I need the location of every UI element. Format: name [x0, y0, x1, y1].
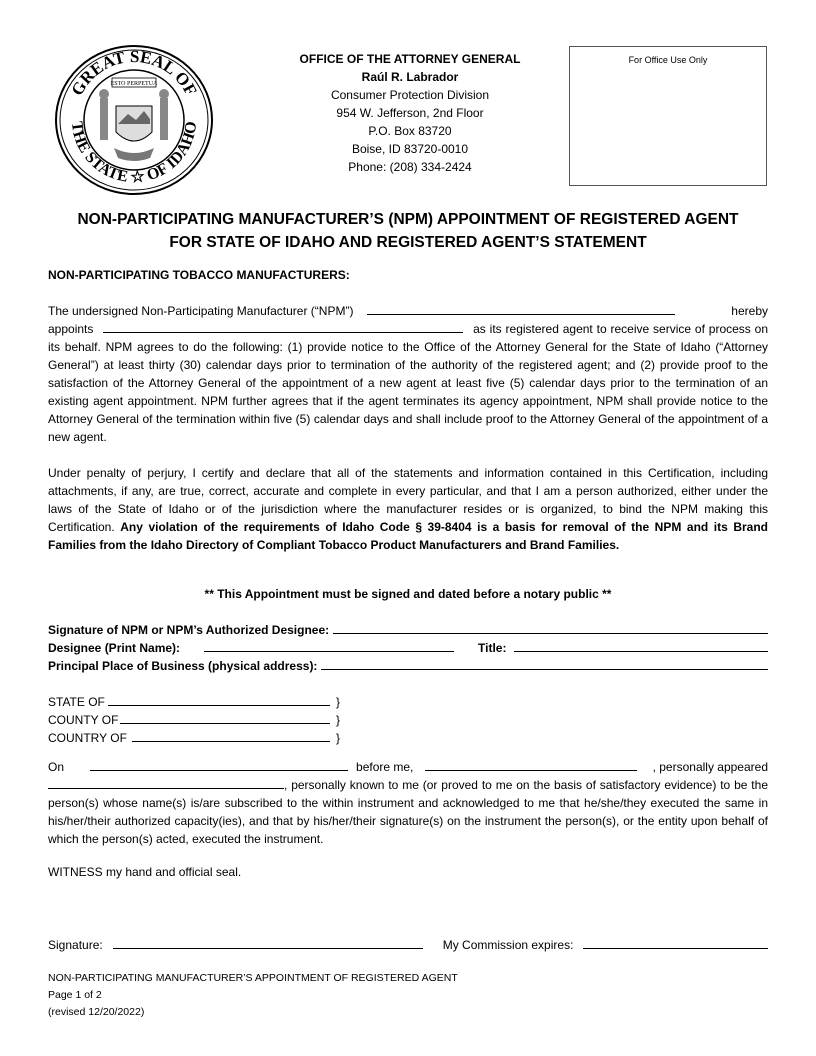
venue-block [48, 693, 768, 747]
registered-agent-field[interactable] [103, 320, 463, 333]
svg-text:THE STATE ☆ OF IDAHO: THE STATE ☆ OF IDAHO [67, 120, 201, 187]
county-of-label: COUNTY OF [48, 713, 119, 727]
signature-block [48, 621, 768, 675]
certification-paragraph [48, 464, 768, 554]
svg-text:GREAT SEAL OF: GREAT SEAL OF [67, 46, 201, 99]
designee-label: Designee (Print Name): [48, 641, 181, 655]
notary-signature-row [48, 936, 768, 954]
state-of-label: STATE OF [48, 695, 105, 709]
appearing-person-field[interactable] [48, 776, 284, 789]
phone: Phone: (208) 334-2424 [348, 160, 472, 174]
commission-label: My Commission expires: [442, 938, 574, 952]
ack-body: , personally known to me (or proved to me on the basis of satisfactory evidence) to be the person(s) whose name(s) is/are subscribed to the within instrument and acknowledged to me that he/she/they executed the same in his/her/their authorized capacity(ies), and that by his/her/their signature(s) on the instrument the person(s), or the entity upon behalf of which the person(s) acted, executed the instrument. [48, 778, 768, 846]
commission-expires-field[interactable] [583, 936, 768, 949]
title-field[interactable] [514, 639, 768, 652]
para2-warning: Any violation of the requirements of Idaho Code § 39-8404 is a basis for removal of the NPM and its Brand Families from the Idaho Directory of Compliant Tobacco Product Manufacturers and Brand Families. [48, 520, 768, 552]
footer-form-name: NON-PARTICIPATING MANUFACTURER’S APPOINTMENT OF REGISTERED AGENT [48, 972, 458, 984]
brace: } [336, 713, 341, 727]
state-field[interactable] [108, 693, 330, 706]
division: Consumer Protection Division [330, 88, 490, 102]
footer-revision-date: (revised 12/20/2022) [48, 1006, 145, 1018]
country-of-label: COUNTRY OF [48, 731, 127, 745]
npm-signature-field[interactable] [333, 621, 768, 634]
appointment-paragraph [48, 302, 768, 446]
para1-body: as its registered agent to receive service of process on its behalf. NPM agrees to do the following: (1) provide notice to the Office of the Attorney General for the State of Idaho (“Attorney General”) at least thirty (30) calendar days prior to termination of the authority of the registered agent; and (2) provide proof to the satisfaction of the Attorney General of the appointment of a new agent at least five (5) calendar days prior to the termination of an existing agent appointment. NPM further agrees that if the agent terminates its agency appointment, NPM shall provide notice to the Attorney General of the termination within five (5) calendar days and shall include proof to the Attorney General of the appointment of a new agent. [48, 322, 768, 444]
footer-page-number: Page 1 of 2 [48, 989, 102, 1001]
title-line-2: FOR STATE OF IDAHO AND REGISTERED AGENT’S STATEMENT [169, 234, 647, 251]
title-line-1: NON-PARTICIPATING MANUFACTURER’S (NPM) APPOINTMENT OF REGISTERED AGENT [77, 211, 739, 228]
para1-text: The undersigned Non-Participating Manufacturer (“NPM”) [48, 304, 354, 318]
po-box: P.O. Box 83720 [368, 124, 452, 138]
ack-on: On [48, 760, 65, 774]
witness-text: WITNESS my hand and official seal. [48, 865, 242, 879]
page-footer [48, 970, 458, 1021]
notary-notice: ** This Appointment must be signed and dated before a notary public ** [204, 587, 612, 601]
date-field[interactable] [90, 758, 348, 771]
business-address-label: Principal Place of Business (physical address): [48, 659, 318, 673]
business-address-field[interactable] [321, 657, 768, 670]
notary-name-field[interactable] [425, 758, 637, 771]
para1-appoints: appoints [48, 322, 94, 336]
title-label: Title: [478, 641, 507, 655]
para1-hereby: hereby [731, 304, 768, 318]
brace: } [336, 695, 341, 709]
county-field[interactable] [120, 711, 330, 724]
notary-signature-label: Signature: [48, 938, 103, 952]
form-title [40, 208, 776, 254]
office-name: OFFICE OF THE ATTORNEY GENERAL [299, 52, 521, 66]
attorney-general-name: Raúl R. Labrador [361, 70, 459, 84]
street-address: 954 W. Jefferson, 2nd Floor [336, 106, 484, 120]
npm-name-field[interactable] [367, 302, 675, 315]
brace: } [336, 731, 341, 745]
office-use-box [569, 46, 767, 186]
para2-text: Under penalty of perjury, I certify and declare that all of the statements and information contained in this Certification, including attachments, if any, are true, correct, accurate and complete in every particular, and that I am a person authorized, either under the laws of the State of Idaho or of the jurisdiction where the manufacturer resides or is organized, to bind the NPM making this Certification. [48, 466, 768, 534]
npm-signature-label: Signature of NPM or NPM’s Authorized Designee: [48, 623, 330, 637]
idaho-state-seal [54, 44, 214, 196]
acknowledgment-paragraph [48, 758, 768, 848]
designee-field[interactable] [204, 639, 454, 652]
office-use-label: For Office Use Only [628, 55, 708, 65]
office-header [280, 50, 540, 176]
svg-text:ESTO PERPETUA: ESTO PERPETUA [110, 81, 158, 87]
notary-signature-field[interactable] [113, 936, 423, 949]
country-field[interactable] [132, 729, 330, 742]
city-state-zip: Boise, ID 83720-0010 [351, 142, 469, 156]
ack-before-me: before me, [356, 760, 414, 774]
ack-appeared: , personally appeared [652, 760, 768, 774]
section-heading: NON-PARTICIPATING TOBACCO MANUFACTURERS: [48, 268, 350, 282]
